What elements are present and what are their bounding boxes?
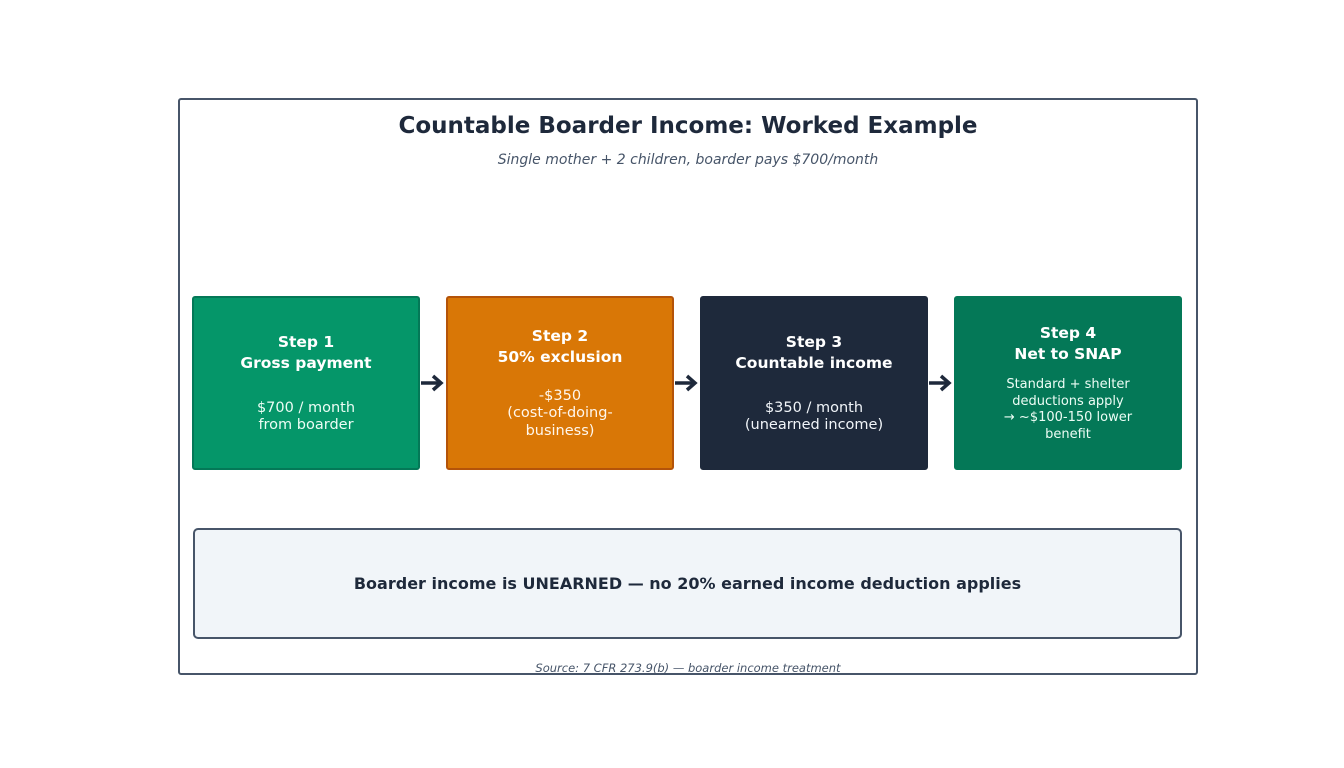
step-4-title: Net to SNAP <box>1014 345 1122 363</box>
step-3-body <box>745 400 883 435</box>
step-2-line-2: (cost-of-doing- <box>507 405 613 422</box>
step-3-label: Step 3 <box>785 332 843 351</box>
step-4-line-4: benefit <box>1045 426 1091 442</box>
step-1-line-1: $700 / month <box>256 399 356 416</box>
step-2-line-1: -$350 <box>538 387 582 404</box>
arrow-right-icon <box>928 373 954 393</box>
source-citation: Source: 7 CFR 273.9(b) — boarder income treatment <box>535 661 841 675</box>
step-4-heading <box>1014 323 1121 365</box>
step-1-body <box>257 400 355 435</box>
step-4-line-1: Standard + shelter <box>1006 377 1130 392</box>
step-1-heading <box>240 332 371 374</box>
step-4-box <box>954 296 1182 470</box>
step-2-line-3: business) <box>525 422 595 439</box>
step-2-heading <box>498 326 623 368</box>
arrow-right-icon <box>420 373 446 393</box>
step-2-label: Step 2 <box>531 326 589 345</box>
step-3-box <box>700 296 928 470</box>
step-1-line-2: from boarder <box>258 417 354 433</box>
diagram-title: Countable Boarder Income: Worked Example <box>398 113 978 139</box>
step-4-body <box>1004 377 1132 443</box>
step-3-heading <box>735 332 892 374</box>
step-1-label: Step 1 <box>277 332 335 351</box>
step-4-line-3: → ~$100-150 lower <box>1003 410 1133 425</box>
step-4-label: Step 4 <box>1039 324 1097 342</box>
step-2-title: 50% exclusion <box>497 347 623 366</box>
step-1-box <box>192 296 420 470</box>
step-3-line-2: (unearned income) <box>744 417 884 433</box>
step-1-title: Gross payment <box>240 353 372 372</box>
step-4-line-2: deductions apply <box>1012 393 1124 409</box>
step-3-title: Countable income <box>735 353 893 372</box>
step-3-line-1: $350 / month <box>764 399 864 416</box>
step-2-body <box>507 388 612 441</box>
diagram-subtitle: Single mother + 2 children, boarder pays $700/month <box>497 152 879 168</box>
arrow-right-icon <box>674 373 700 393</box>
step-2-box <box>446 296 674 470</box>
unearned-income-note: Boarder income is UNEARNED — no 20% earned income deduction applies <box>193 528 1182 639</box>
